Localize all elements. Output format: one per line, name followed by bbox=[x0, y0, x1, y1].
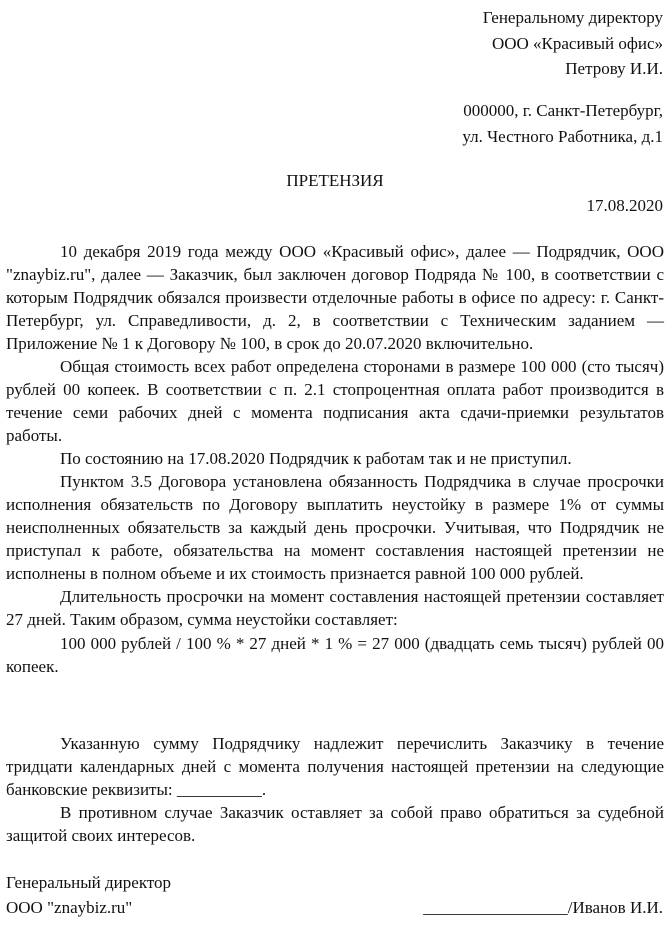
paragraph-court-warning: В противном случае Заказчик оставляет за собой право обратиться за судебной защитой своих интересов. bbox=[6, 803, 664, 845]
paragraph-delay: Длительность просрочки на момент составления настоящей претензии составляет 27 дней. Таким образом, сумма неустойки составляет: bbox=[6, 587, 664, 629]
paragraph-calculation: 100 000 рублей / 100 % * 27 дней * 1 % = 27 000 (двадцать семь тысяч) рублей 00 копеек. bbox=[6, 634, 664, 676]
signature-line: _________________/Иванов И.И. bbox=[423, 898, 663, 917]
paragraph-penalty-clause: Пунктом 3.5 Договора установлена обязанность Подрядчика в случае просрочки исполнения обязательств по Договору выплатить неустойку в размере 1% от суммы неисполненных обязательств за каждый день просрочки. Учитывая, что Подрядчик не приступал к работе, обязательства на момент составления настоящей претензии не исполнены в полном объеме и их стоимость признается равной 100 000 рублей. bbox=[6, 472, 664, 583]
addressee-name: Петрову И.И. bbox=[565, 59, 663, 78]
document-date: 17.08.2020 bbox=[586, 196, 663, 215]
claim-body-part1 bbox=[6, 240, 664, 631]
signature-position: Генеральный директор bbox=[6, 873, 172, 892]
signature-company: ООО "znaybiz.ru" bbox=[6, 898, 133, 917]
addressee-position: Генеральному директору bbox=[482, 8, 663, 27]
paragraph-cost: Общая стоимость всех работ определена сторонами в размере 100 000 (сто тысяч) рублей 00 копеек. В соответствии с п. 2.1 стопроцентная оплата работ производится в течение семи рабочих дней с момента подписания акта сдачи-приемки результатов работы. bbox=[6, 357, 664, 445]
claim-body-part2 bbox=[6, 732, 664, 847]
paragraph-status: По состоянию на 17.08.2020 Подрядчик к работам так и не приступил. bbox=[60, 449, 572, 468]
address-city: 000000, г. Санкт-Петербург, bbox=[463, 101, 663, 120]
paragraph-contract: 10 декабря 2019 года между ООО «Красивый офис», далее — Подрядчик, ООО "znaybiz.ru", далее — Заказчик, был заключен договор Подряда № 100, в соответствии с которым Подрядчик обязался произвести отделочные работы в офисе по адресу: г. Санкт-Петербург, ул. Справедливости, д. 2, в соответствии с Техническим заданием — Приложение № 1 к Договору № 100, в срок до 20.07.2020 включительно. bbox=[6, 242, 664, 353]
document-title: ПРЕТЕНЗИЯ bbox=[286, 171, 384, 190]
paragraph-payment-demand: Указанную сумму Подрядчику надлежит перечислить Заказчику в течение тридцати календарных дней с момента получения настоящей претензии на следующие банковские реквизиты: __________. bbox=[6, 734, 664, 799]
addressee-company: ООО «Красивый офис» bbox=[491, 34, 663, 53]
claim-body-calculation bbox=[6, 632, 664, 678]
address-street: ул. Честного Работника, д.1 bbox=[462, 127, 663, 146]
